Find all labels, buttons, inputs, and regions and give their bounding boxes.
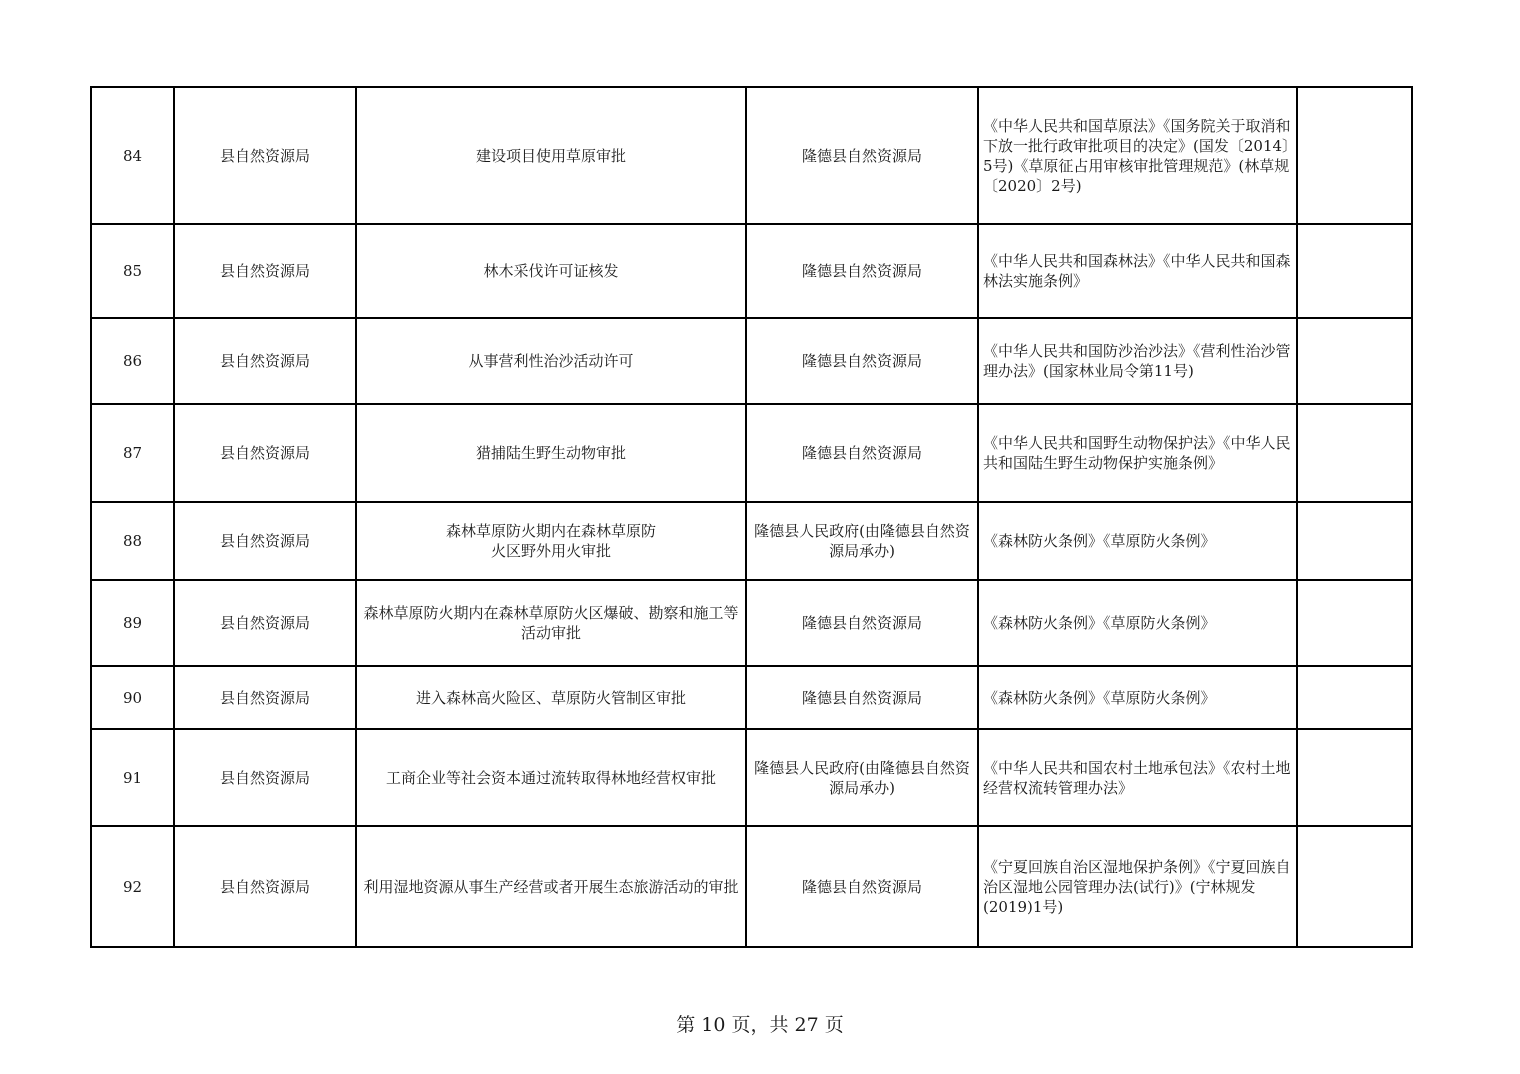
- note-cell: [1297, 666, 1412, 729]
- implementing-org-cell: 隆德县人民政府(由隆德县自然资源局承办): [746, 729, 978, 826]
- item-name-cell: 森林草原防火期内在森林草原防火区爆破、勘察和施工等活动审批: [356, 580, 746, 666]
- legal-basis-cell: 《中华人民共和国野生动物保护法》《中华人民共和国陆生野生动物保护实施条例》: [978, 404, 1297, 502]
- implementing-org-cell: 隆德县自然资源局: [746, 87, 978, 224]
- table-row: [91, 318, 1412, 404]
- legal-basis-cell: 《宁夏回族自治区湿地保护条例》《宁夏回族自治区湿地公园管理办法(试行)》(宁林规发(2019)1号): [978, 826, 1297, 947]
- legal-basis-cell: 《森林防火条例》《草原防火条例》: [978, 502, 1297, 580]
- item-name-cell: 林木采伐许可证核发: [356, 224, 746, 318]
- department-cell: 县自然资源局: [174, 666, 356, 729]
- implementing-org-cell: 隆德县自然资源局: [746, 826, 978, 947]
- implementing-org-cell: 隆德县自然资源局: [746, 224, 978, 318]
- table-row: [91, 87, 1412, 224]
- table-row: [91, 826, 1412, 947]
- approval-items-table: [90, 86, 1413, 948]
- legal-basis-cell: 《中华人民共和国农村土地承包法》《农村土地经营权流转管理办法》: [978, 729, 1297, 826]
- note-cell: [1297, 826, 1412, 947]
- department-cell: 县自然资源局: [174, 502, 356, 580]
- implementing-org-cell: 隆德县自然资源局: [746, 318, 978, 404]
- item-name-cell: 工商企业等社会资本通过流转取得林地经营权审批: [356, 729, 746, 826]
- row-number: 90: [91, 666, 174, 729]
- row-number: 87: [91, 404, 174, 502]
- row-number: 91: [91, 729, 174, 826]
- note-cell: [1297, 318, 1412, 404]
- row-number: 85: [91, 224, 174, 318]
- item-name-cell: 森林草原防火期内在森林草原防火区野外用火审批: [356, 502, 746, 580]
- note-cell: [1297, 87, 1412, 224]
- item-name-cell: 建设项目使用草原审批: [356, 87, 746, 224]
- department-cell: 县自然资源局: [174, 87, 356, 224]
- row-number: 88: [91, 502, 174, 580]
- department-cell: 县自然资源局: [174, 729, 356, 826]
- table-row: [91, 224, 1412, 318]
- legal-basis-cell: 《中华人民共和国森林法》《中华人民共和国森林法实施条例》: [978, 224, 1297, 318]
- table-row: [91, 729, 1412, 826]
- legal-basis-cell: 《中华人民共和国草原法》《国务院关于取消和下放一批行政审批项目的决定》(国发〔2014〕5号)《草原征占用审核审批管理规范》(林草规〔2020〕2号): [978, 87, 1297, 224]
- row-number: 89: [91, 580, 174, 666]
- department-cell: 县自然资源局: [174, 404, 356, 502]
- department-cell: 县自然资源局: [174, 224, 356, 318]
- department-cell: 县自然资源局: [174, 826, 356, 947]
- note-cell: [1297, 404, 1412, 502]
- note-cell: [1297, 729, 1412, 826]
- item-name-cell: 猎捕陆生野生动物审批: [356, 404, 746, 502]
- row-number: 84: [91, 87, 174, 224]
- item-name-cell: 利用湿地资源从事生产经营或者开展生态旅游活动的审批: [356, 826, 746, 947]
- table-row: [91, 502, 1412, 580]
- item-name-cell: 从事营利性治沙活动许可: [356, 318, 746, 404]
- note-cell: [1297, 580, 1412, 666]
- department-cell: 县自然资源局: [174, 580, 356, 666]
- page-number: 第 10 页，共 27 页: [676, 1014, 844, 1036]
- item-name-cell: 进入森林高火险区、草原防火管制区审批: [356, 666, 746, 729]
- department-cell: 县自然资源局: [174, 318, 356, 404]
- table-row: [91, 404, 1412, 502]
- table-row: [91, 666, 1412, 729]
- implementing-org-cell: 隆德县自然资源局: [746, 580, 978, 666]
- implementing-org-cell: 隆德县人民政府(由隆德县自然资源局承办): [746, 502, 978, 580]
- implementing-org-cell: 隆德县自然资源局: [746, 404, 978, 502]
- row-number: 86: [91, 318, 174, 404]
- note-cell: [1297, 502, 1412, 580]
- legal-basis-cell: 《森林防火条例》《草原防火条例》: [978, 580, 1297, 666]
- row-number: 92: [91, 826, 174, 947]
- table-row: [91, 580, 1412, 666]
- legal-basis-cell: 《中华人民共和国防沙治沙法》《营利性治沙管理办法》(国家林业局令第11号): [978, 318, 1297, 404]
- note-cell: [1297, 224, 1412, 318]
- legal-basis-cell: 《森林防火条例》《草原防火条例》: [978, 666, 1297, 729]
- implementing-org-cell: 隆德县自然资源局: [746, 666, 978, 729]
